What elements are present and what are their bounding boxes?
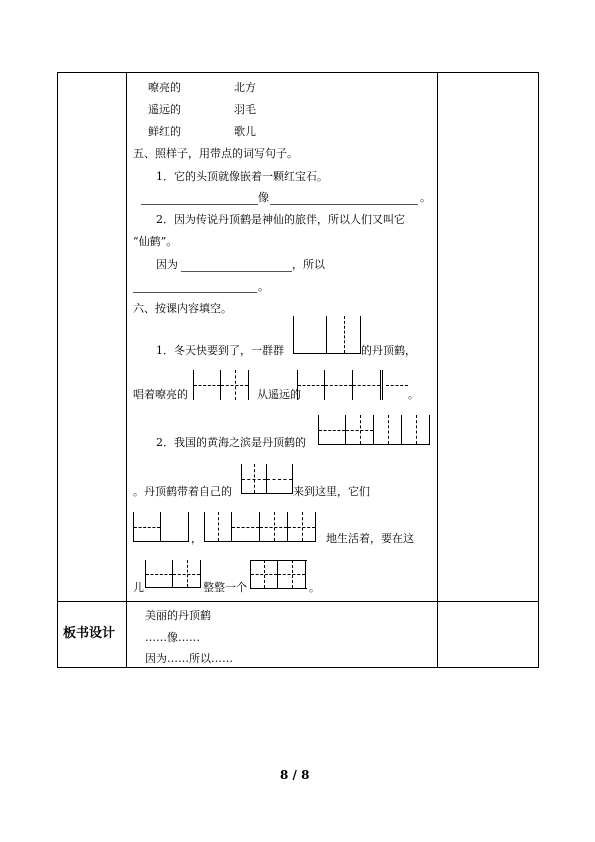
fill-text: ， [191, 532, 202, 545]
page-number: 8 / 8 [280, 768, 310, 782]
table-col-divider-1 [126, 72, 127, 668]
section-five-title: 五、照样子，用带点的词写句子。 [133, 147, 298, 160]
sentence-end: 。 [309, 581, 320, 594]
grid-cell[interactable] [293, 316, 327, 354]
fill-text: 的丹顶鹤， [361, 344, 416, 357]
table-row-divider [57, 601, 539, 602]
section-five-q1: 1．它的头顶就像嵌着一颗红宝石。 [156, 170, 328, 183]
grid-cell[interactable] [297, 370, 325, 400]
fill-text: 从遥远的 [257, 388, 301, 401]
grid-cell[interactable] [133, 512, 161, 542]
grid-cell[interactable] [325, 370, 353, 400]
grid-cell[interactable] [288, 512, 316, 542]
grid-cell[interactable] [161, 512, 189, 542]
table-border-left [57, 72, 58, 668]
pair-right: 北方 [234, 81, 256, 94]
character-grid[interactable] [145, 560, 201, 588]
because-label: 因为 [156, 258, 178, 271]
grid-cell[interactable] [353, 370, 381, 400]
sentence-end: 。 [258, 280, 269, 293]
fill-text: 儿 [133, 581, 144, 594]
board-line: ……像…… [145, 631, 200, 644]
grid-cell[interactable] [241, 464, 267, 494]
sentence-end: 。 [420, 191, 431, 204]
so-label: ，所以 [292, 258, 325, 271]
answer-blank[interactable] [270, 204, 418, 205]
fill-text: 地生活着，要在这 [326, 532, 414, 545]
fill-text: 2．我国的黄海之滨是丹顶鹤的 [156, 436, 306, 449]
pair-right: 歌儿 [234, 125, 256, 138]
character-grid[interactable] [293, 316, 361, 354]
character-grid[interactable] [193, 370, 249, 400]
fill-text: 来到这里，它们 [293, 485, 370, 498]
answer-blank[interactable] [141, 204, 258, 205]
fill-text: 。丹顶鹤带着自己的 [133, 485, 232, 498]
pair-right: 羽毛 [234, 103, 256, 116]
table-border-bottom [57, 667, 539, 668]
character-grid[interactable] [297, 370, 381, 400]
grid-divider [382, 370, 383, 400]
character-grid[interactable] [318, 415, 430, 445]
section-five-q2-line1: 2．因为传说丹顶鹤是神仙的旅伴，所以人们又叫它 [156, 213, 405, 226]
pair-left: 鲜红的 [148, 125, 181, 138]
character-grid[interactable] [250, 560, 306, 588]
pair-left: 嘹亮的 [148, 81, 181, 94]
table-border-top [57, 72, 539, 73]
grid-cell[interactable] [346, 415, 374, 445]
fill-text: 1．冬天快要到了，一群群 [156, 344, 284, 357]
grid-cell[interactable] [193, 370, 221, 400]
grid-dash [386, 385, 408, 386]
grid-cell[interactable] [267, 464, 293, 494]
grid-cell[interactable] [232, 512, 260, 542]
grid-cell[interactable] [260, 512, 288, 542]
table-border-right [538, 72, 539, 668]
grid-cell[interactable] [318, 415, 346, 445]
section-five-q2-line2: “仙鹤”。 [133, 235, 178, 248]
grid-cell[interactable] [145, 560, 173, 588]
grid-cell[interactable] [250, 560, 278, 588]
sentence-end: 。 [408, 388, 419, 401]
board-line: 美丽的丹顶鹤 [145, 609, 211, 622]
board-line: 因为……所以…… [145, 652, 233, 665]
character-grid[interactable] [204, 512, 316, 542]
table-col-divider-2 [437, 72, 438, 668]
pair-left: 遥远的 [148, 103, 181, 116]
grid-cell[interactable] [327, 316, 361, 354]
grid-cell[interactable] [402, 415, 430, 445]
fill-text: 唱着嘹亮的 [133, 388, 188, 401]
board-design-label: 板书设计 [63, 626, 116, 641]
grid-cell[interactable] [278, 560, 306, 588]
grid-cell[interactable] [374, 415, 402, 445]
section-six-title: 六、按课内容填空。 [133, 302, 232, 315]
fill-text: 整整一个 [203, 581, 247, 594]
grid-cell[interactable] [221, 370, 249, 400]
character-grid[interactable] [241, 464, 293, 494]
answer-blank[interactable] [181, 271, 292, 272]
blank-connector: 像 [258, 191, 269, 204]
grid-bottom-line [250, 588, 307, 589]
answer-blank[interactable] [133, 292, 257, 293]
grid-cell[interactable] [173, 560, 201, 588]
grid-cell[interactable] [204, 512, 232, 542]
grid-top-line [250, 560, 307, 561]
character-grid[interactable] [133, 512, 189, 542]
